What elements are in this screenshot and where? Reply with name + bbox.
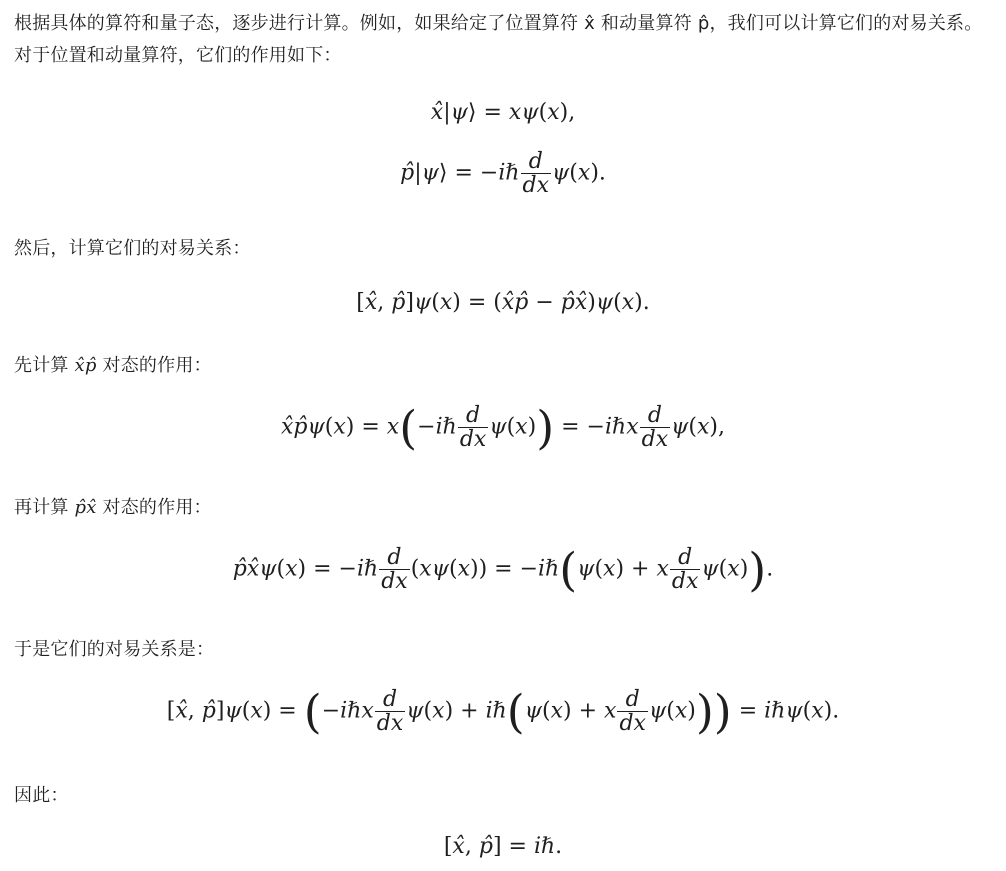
equation-momentum-operator: p̂|ψ⟩ = −iℏ $\frac{d}{dx}$ ψ(x). xyxy=(400,149,606,199)
px-step-text xyxy=(14,492,984,524)
commutator-result-intro: 于是它们的对易关系是： xyxy=(14,639,215,660)
xp-step-suffix: 对态的作用： xyxy=(96,355,212,376)
xp-step-prefix: 先计算 xyxy=(14,355,75,376)
conclusion-text: 因此： xyxy=(14,785,69,806)
xp-step-text xyxy=(14,350,984,382)
equation-commutator-expansion: [x̂, p̂]ψ(x) = (−iℏx $\frac{d}{dx}$ ψ(x) + iℏ(ψ(x) + x $\frac{d}{dx}$ ψ(x))) = iℏψ(x). xyxy=(166,684,840,739)
equation-position-operator: x̂|ψ⟩ = xψ(x), xyxy=(430,100,576,125)
equation-commutator-definition: [x̂, p̂]ψ(x) = (x̂p̂ − p̂x̂)ψ(x). xyxy=(356,290,650,315)
equation-canonical-commutator: [x̂, p̂] = iℏ. xyxy=(443,834,563,859)
px-step-prefix: 再计算 xyxy=(14,497,75,518)
px-step-suffix: 对态的作用： xyxy=(96,497,212,518)
equation-px-action: p̂x̂ψ(x) = −iℏ $\frac{d}{dx}$ (xψ(x)) = −iℏ(ψ(x) + x $\frac{d}{dx}$ ψ(x)). xyxy=(232,542,774,597)
xp-step-math: x̂p̂ xyxy=(74,355,97,376)
equation-xp-action: x̂p̂ψ(x) = x(−iℏ $\frac{d}{dx}$ ψ(x)) = −iℏx $\frac{d}{dx}$ ψ(x), xyxy=(281,400,725,455)
px-step-math: p̂x̂ xyxy=(74,497,97,518)
commutator-intro-text: 然后，计算它们的对易关系： xyxy=(14,238,251,259)
intro-paragraph: 根据具体的算符和量子态，逐步进行计算。例如，如果给定了位置算符 x̂ 和动量算符 p̂，我们可以计算它们的对易关系。对于位置和动量算符，它们的作用如下： xyxy=(14,13,983,66)
